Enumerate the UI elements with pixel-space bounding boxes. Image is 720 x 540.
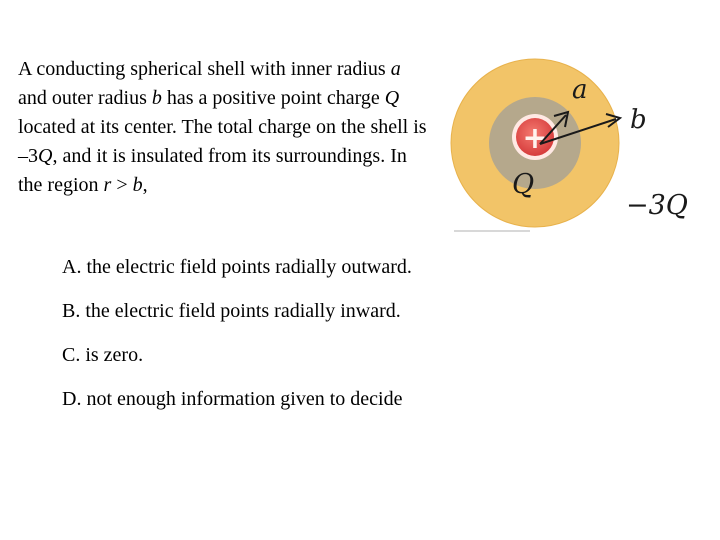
inner-radius-symbol: a	[390, 58, 401, 80]
shell-diagram	[440, 48, 700, 238]
outer-radius-symbol: b	[151, 87, 162, 109]
question-text	[18, 55, 428, 200]
question-text-2: and outer radius	[18, 87, 152, 109]
charge-symbol: Q	[384, 87, 400, 109]
choice-c[interactable]: C. is zero.	[62, 344, 144, 366]
greater-than: >	[111, 174, 133, 196]
choice-b[interactable]: B. the electric field points radially inward.	[62, 300, 401, 322]
question-text-4: located at its center. The total charge on the shell is –3	[18, 116, 427, 167]
question-text-1: A conducting spherical shell with inner radius	[18, 58, 391, 80]
choice-a[interactable]: A. the electric field points radially outward.	[62, 256, 412, 278]
question-text-5: , and it is insulated from its surroundings. In the region	[18, 145, 407, 196]
region-r-symbol: r	[103, 174, 112, 196]
center-charge-label: Q	[512, 169, 535, 200]
outer-radius-label: b	[630, 105, 647, 135]
charge-symbol-2: Q	[38, 145, 53, 167]
question-text-end: ,	[142, 174, 148, 196]
shell-charge-label: −3Q	[626, 190, 688, 221]
inner-radius-label: a	[572, 75, 588, 105]
question-text-3: has a positive point charge	[161, 87, 385, 109]
answer-choices	[62, 252, 622, 428]
choice-d[interactable]: D. not enough information given to decide	[62, 388, 403, 410]
charge-sign: +	[522, 121, 548, 156]
region-b-symbol: b	[132, 174, 143, 196]
